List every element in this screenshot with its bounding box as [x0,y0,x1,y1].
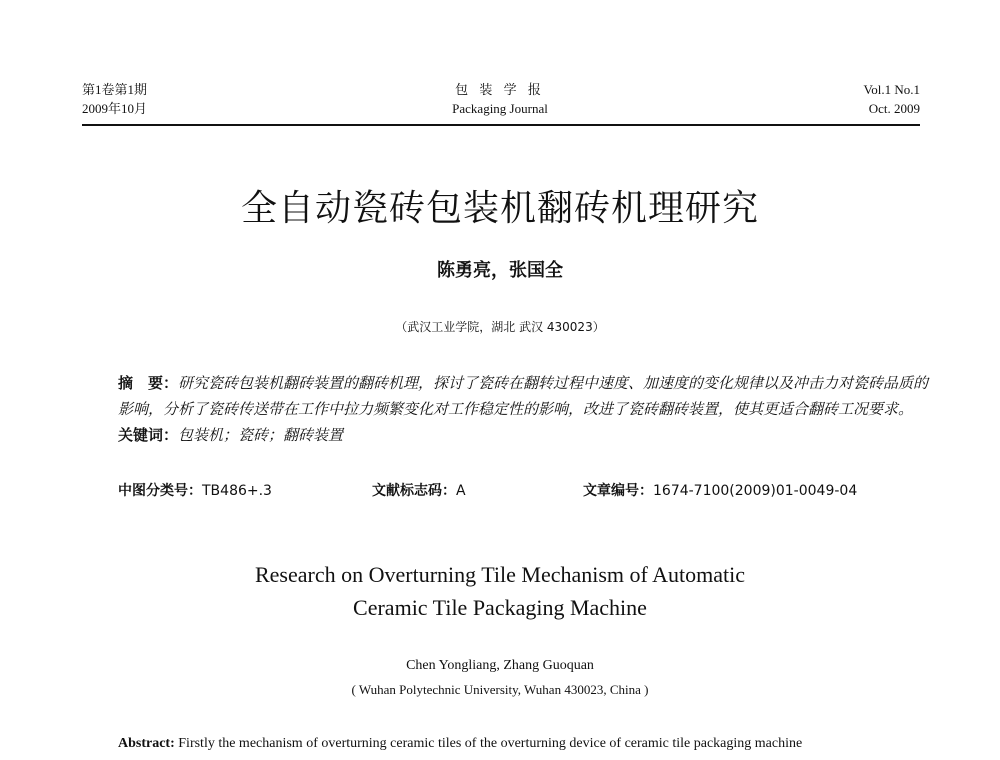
article-label: 文章编号： [583,483,653,499]
keywords-cn [82,422,932,448]
keywords-label: 关键词： [118,426,179,444]
title-en [0,558,1000,624]
date-cn: 2009年10月 [82,101,148,116]
title-en-line-1: Research on Overturning Tile Mechanism of Automatic [254,562,746,587]
journal-name [0,80,1000,118]
volume-cn: 第1卷第1期 [82,82,148,97]
abstract-cn-label: 摘 要： [118,374,179,392]
journal-cn: 包 装 学 报 [455,82,545,97]
clc-number [118,480,272,500]
article-number [583,480,857,500]
abstract-cn-text: 研究瓷砖包装机翻砖装置的翻砖机理，探讨了瓷砖在翻转过程中速度、加速度的变化规律以及冲击力对瓷砖品质的影响，分析了瓷砖传送带在工作中拉力频繁变化对工作稳定性的影响，改进了瓷砖翻砖装置，使其更适合翻砖工况要求。 [118,374,929,418]
clc-label: 中图分类号： [118,483,202,499]
date-en: Oct. 2009 [868,101,920,116]
abstract-en [118,736,802,752]
abstract-en-label: Abstract: [118,736,175,751]
authors-en: Chen Yongliang, Zhang Guoquan [406,658,594,673]
issue-info-en [864,80,920,118]
article-value: 1674-7100(2009)01-0049-04 [653,483,858,499]
volume-en: Vol.1 No.1 [863,82,920,97]
doc-label: 文献标志码： [372,483,456,499]
journal-en: Packaging Journal [452,101,548,116]
title-en-line-2: Ceramic Tile Packaging Machine [353,595,647,620]
affiliation-cn: （武汉工业学院，湖北 武汉 430023） [395,320,605,334]
authors-cn: 陈勇亮，张国全 [437,260,563,281]
abstract-cn [82,370,932,448]
doc-value: A [456,483,466,499]
keywords-text: 包装机；瓷砖；翻砖装置 [178,426,344,444]
header-rule [82,124,920,126]
document-code [372,480,466,500]
title-cn: 全自动瓷砖包装机翻砖机理研究 [240,188,759,229]
affiliation-en: ( Wuhan Polytechnic University, Wuhan 430023, China ) [351,682,649,697]
clc-value: TB486+.3 [202,483,272,499]
abstract-en-text: Firstly the mechanism of overturning ceramic tiles of the overturning device of ceramic tile packaging machine [174,736,803,751]
